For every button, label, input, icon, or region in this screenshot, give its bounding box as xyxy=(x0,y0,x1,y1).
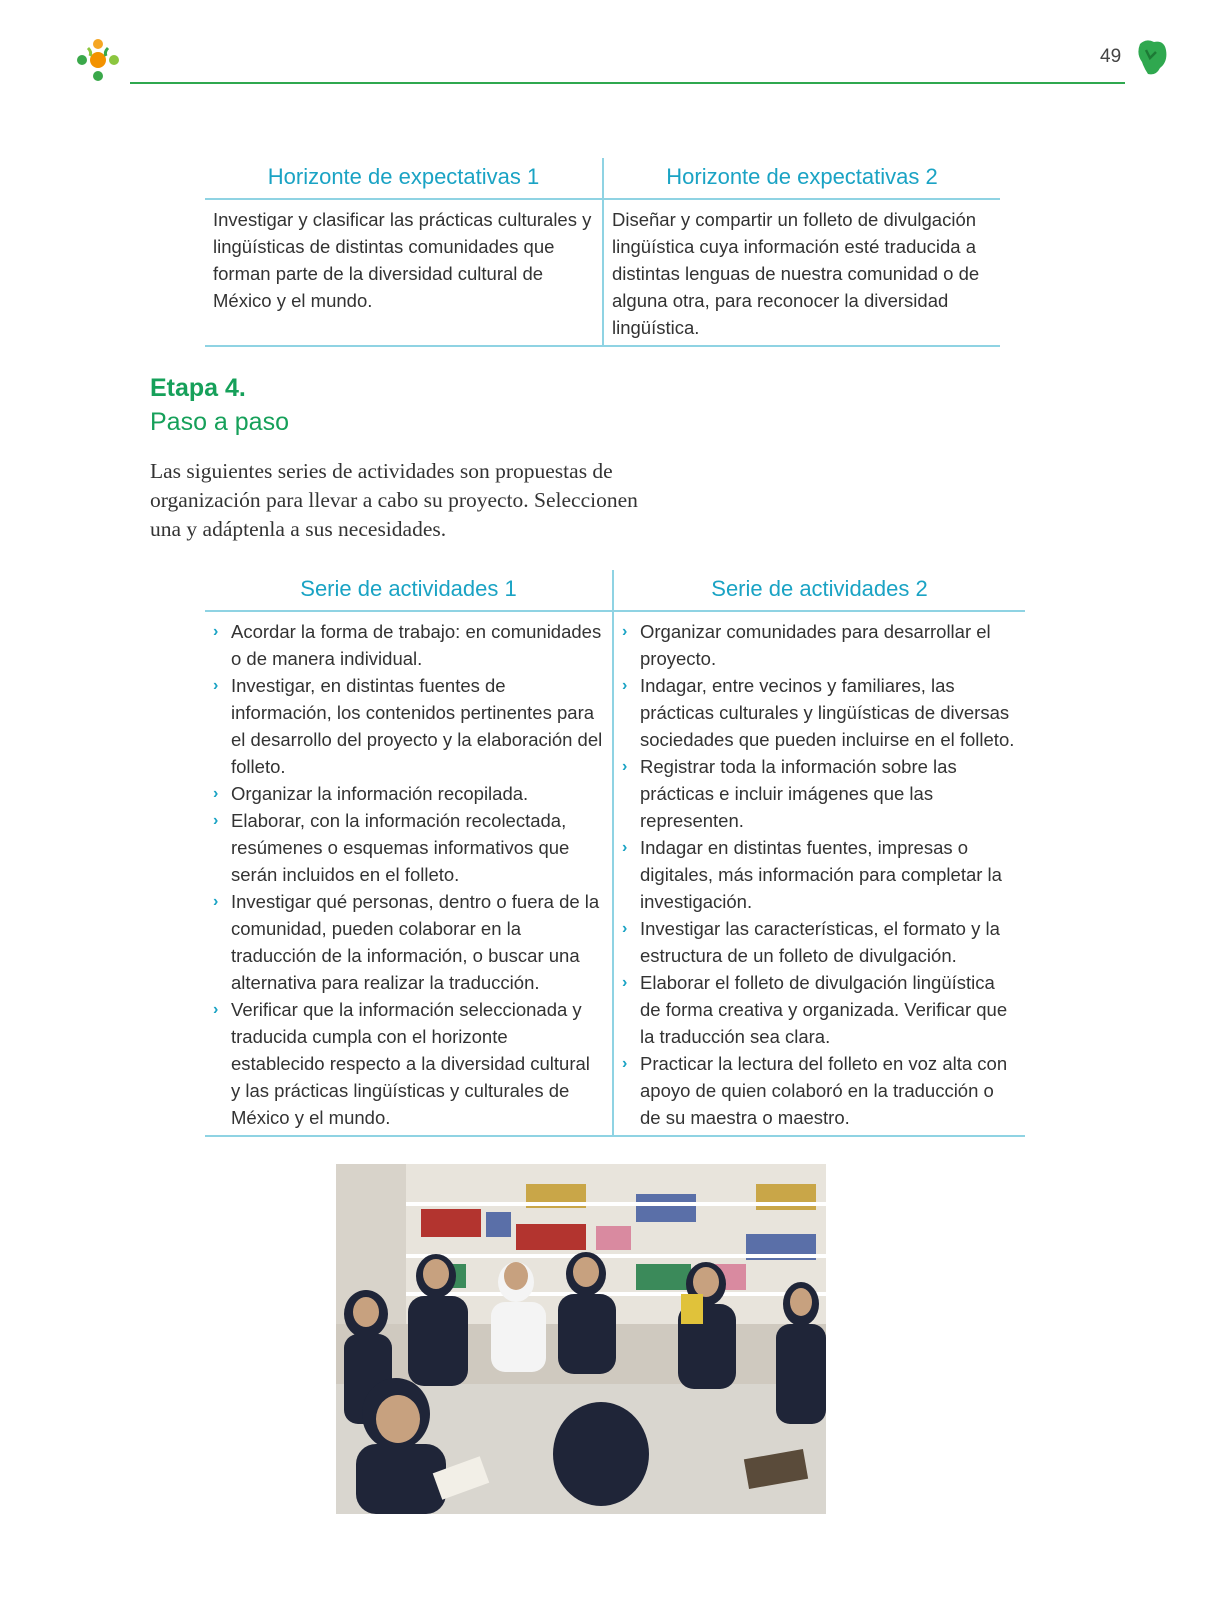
series-1-list xyxy=(213,618,604,1131)
expectations-cell-2: Diseñar y compartir un folleto de divulgación lingüística cuya información esté traducida a distintas lenguas de nuestra comunidad o de alguna otra, para reconocer la diversidad lingüística. xyxy=(603,199,1000,346)
list-item: › Registrar toda la información sobre las prácticas e incluir imágenes que las representen. xyxy=(622,753,1017,834)
expectations-table xyxy=(205,158,1000,347)
chevron-right-icon: › xyxy=(213,812,219,829)
chevron-right-icon: › xyxy=(622,974,628,991)
list-item: › Organizar comunidades para desarrollar el proyecto. xyxy=(622,618,1017,672)
chevron-right-icon: › xyxy=(213,623,219,640)
series-header-2: Serie de actividades 2 xyxy=(613,570,1025,611)
stage-intro: Las siguientes series de actividades son propuestas de organización para llevar a cabo su proyecto. Seleccionen una y adáptenla a sus necesidades. xyxy=(150,459,638,541)
stage-title: Etapa 4. xyxy=(150,374,246,402)
chevron-right-icon: › xyxy=(622,1055,628,1072)
page-number: 49 xyxy=(1100,46,1122,67)
chevron-right-icon: › xyxy=(213,893,219,910)
chevron-right-icon: › xyxy=(213,677,219,694)
green-map-badge-icon xyxy=(1136,38,1168,78)
list-item: › Organizar la información recopilada. xyxy=(213,780,604,807)
stage-subtitle: Paso a paso xyxy=(150,408,289,436)
list-item: › Practicar la lectura del folleto en voz alta con apoyo de quien colaboró en la traducción o de su maestra o maestro. xyxy=(622,1050,1017,1131)
chevron-right-icon: › xyxy=(622,758,628,775)
list-item: › Investigar qué personas, dentro o fuera de la comunidad, pueden colaborar en la traducción de la información, o buscar una alternativa para realizar la traducción. xyxy=(213,888,604,996)
chevron-right-icon: › xyxy=(622,839,628,856)
expectations-header-2: Horizonte de expectativas 2 xyxy=(603,158,1000,199)
expectations-header-1: Horizonte de expectativas 1 xyxy=(205,158,603,199)
list-item: › Elaborar, con la información recolectada, resúmenes o esquemas informativos que serán incluidos en el folleto. xyxy=(213,807,604,888)
chevron-right-icon: › xyxy=(622,920,628,937)
chevron-right-icon: › xyxy=(622,623,628,640)
chevron-right-icon: › xyxy=(622,677,628,694)
colorful-flower-logo-icon xyxy=(72,34,124,86)
list-item: › Indagar en distintas fuentes, impresas o digitales, más información para completar la investigación. xyxy=(622,834,1017,915)
series-2-list xyxy=(622,618,1017,1131)
list-item: › Investigar las características, el formato y la estructura de un folleto de divulgación. xyxy=(622,915,1017,969)
chevron-right-icon: › xyxy=(213,785,219,802)
list-item: › Verificar que la información seleccionada y traducida cumpla con el horizonte establecido respecto a la diversidad cultural y las prácticas lingüísticas y culturales de México y el mundo. xyxy=(213,996,604,1131)
header-divider xyxy=(130,82,1125,84)
list-item: › Elaborar el folleto de divulgación lingüística de forma creativa y organizada. Verificar que la traducción sea clara. xyxy=(622,969,1017,1050)
list-item: › Indagar, entre vecinos y familiares, las prácticas culturales y lingüísticas de diversas sociedades que pueden incluirse en el folleto. xyxy=(622,672,1017,753)
series-header-1: Serie de actividades 1 xyxy=(205,570,613,611)
chevron-right-icon: › xyxy=(213,1001,219,1018)
list-item: › Investigar, en distintas fuentes de información, los contenidos pertinentes para el desarrollo del proyecto y la elaboración del folleto. xyxy=(213,672,604,780)
students-reading-circle-photo xyxy=(336,1164,826,1514)
series-table xyxy=(205,570,1025,1137)
expectations-cell-1: Investigar y clasificar las prácticas culturales y lingüísticas de distintas comunidades que forman parte de la diversidad cultural de México y el mundo. xyxy=(205,199,603,346)
list-item: › Acordar la forma de trabajo: en comunidades o de manera individual. xyxy=(213,618,604,672)
